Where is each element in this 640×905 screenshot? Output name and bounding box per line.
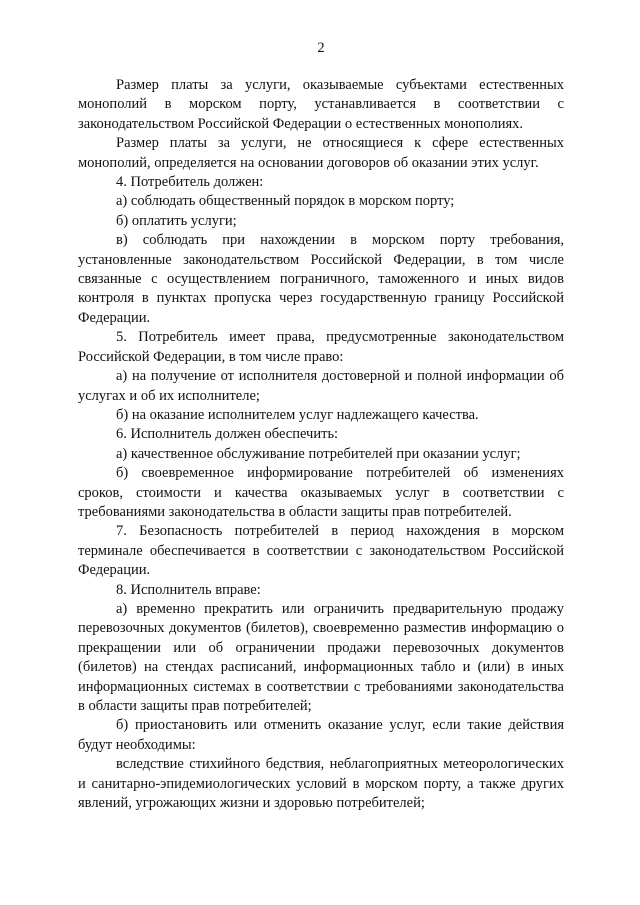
paragraph-force-majeure: вследствие стихийного бедствия, неблагоприятных метеорологических и санитарно-эпидемиологических условий в морском порту, а также других явлений, угрожающих жизни и здоровью потребителей; <box>78 756 564 812</box>
paragraph-provider-duties-heading: 6. Исполнитель должен обеспечить: <box>116 426 339 443</box>
paragraph-consumer-safety: 7. Безопасность потребителей в период нахождения в морском терминале обеспечивается в соответствии с законодательством Российской Федерации. <box>78 523 564 579</box>
paragraph-natural-monopoly-fee: Размер платы за услуги, оказываемые субъектами естественных монополий в морском порту, устанавливается в соответствии с законодательством Российской Федерации о естественных монополиях. <box>78 77 564 132</box>
paragraph-provider-rights-heading: 8. Исполнитель вправе: <box>116 581 261 598</box>
paragraph-consumer-obligation-a: а) соблюдать общественный порядок в морском порту; <box>116 193 455 210</box>
paragraph-consumer-rights-heading: 5. Потребитель имеет права, предусмотренные законодательством Российской Федерации, в том числе право: <box>78 329 564 365</box>
paragraph-consumer-obligation-c: в) соблюдать при нахождении в морском порту требования, установленные законодательством Российской Федерации, в том числе связанные с осуществлением пограничного, таможенного и иных видов контроля в пунктах пропуска через государственную границу Российской Федерации. <box>78 232 564 326</box>
page-number: 2 <box>317 40 325 56</box>
paragraph-consumer-obligations-heading: 4. Потребитель должен: <box>116 174 264 191</box>
paragraph-consumer-right-b: б) на оказание исполнителем услуг надлежащего качества. <box>116 406 479 423</box>
paragraph-other-services-fee: Размер платы за услуги, не относящиеся к сфере естественных монополий, определяется на основании договоров об оказании этих услуг. <box>78 135 564 171</box>
paragraph-provider-duty-b: б) своевременное информирование потребителей об изменениях сроков, стоимости и качества оказываемых услуг в соответствии с требованиями законодательства в области защиты прав потребителей. <box>78 465 564 520</box>
paragraph-provider-right-b: б) приостановить или отменить оказание услуг, если такие действия будут необходимы: <box>78 717 564 753</box>
paragraph-consumer-right-a: а) на получение от исполнителя достоверной и полной информации об услугах и об их исполнителе; <box>78 368 564 404</box>
paragraph-provider-right-a: а) временно прекратить или ограничить предварительную продажу перевозочных документов (билетов), своевременно разместив информацию о прекращении или об ограничении продажи перевозочных документов (билетов) на стендах расписаний, информационных табло и (или) в иных информационных системах в соответствии с требованиями законодательства в области защиты прав потребителей; <box>78 600 564 714</box>
paragraph-consumer-obligation-b: б) оплатить услуги; <box>116 212 237 229</box>
document-page <box>78 38 564 868</box>
paragraph-provider-duty-a: а) качественное обслуживание потребителей при оказании услуг; <box>116 445 521 462</box>
